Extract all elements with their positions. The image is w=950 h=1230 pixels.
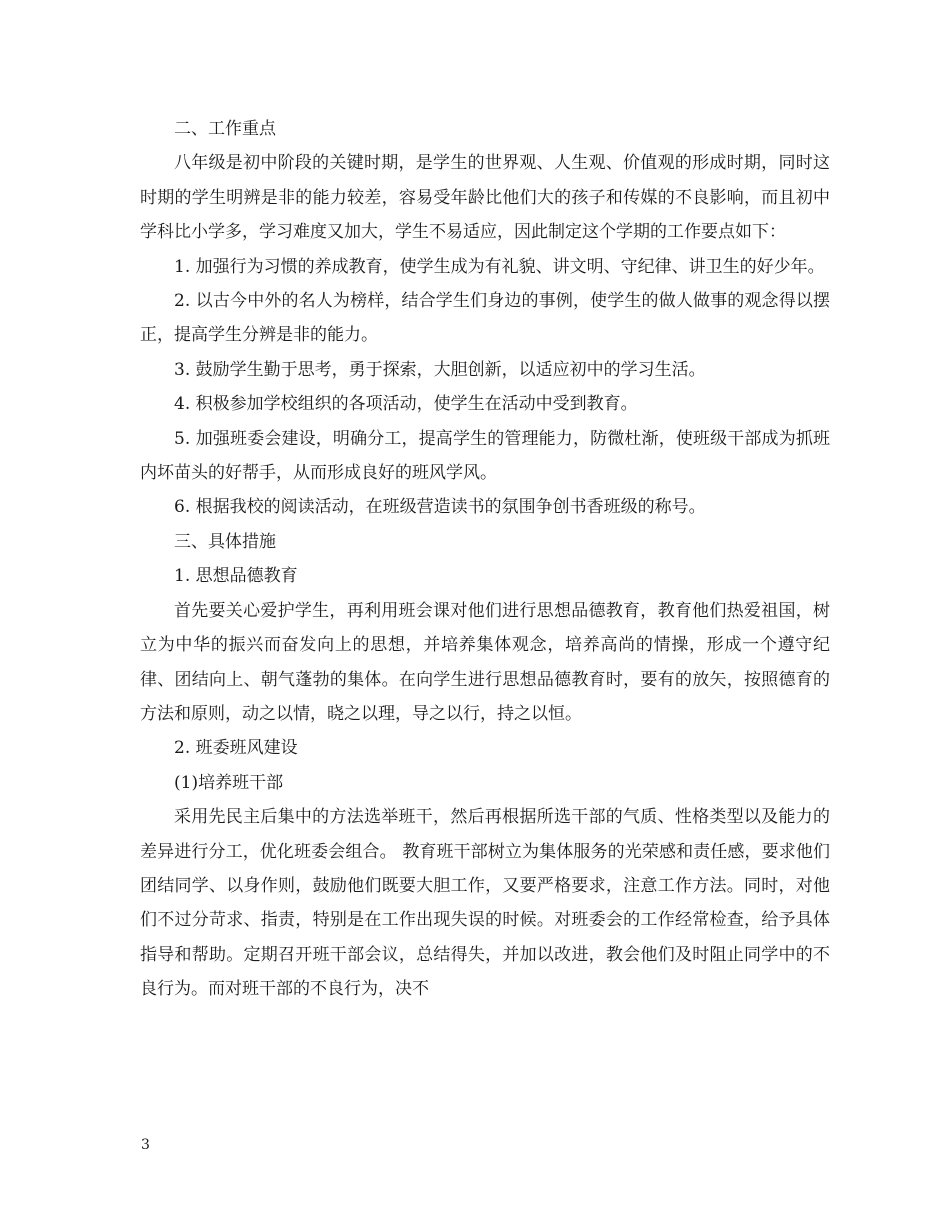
paragraph-moral-education: 首先要关心爱护学生，再利用班会课对他们进行思想品德教育，教育他们热爱祖国，树立为中华的振兴而奋发向上的思想，并培养集体观念，培养高尚的情操，形成一个遵守纪律、团结向上、朝气蓬勃的集体。在向学生进行思想品德教育时，要有的放矢，按照德育的方法和原则，动之以情，晓之以理，导之以行，持之以恒。 xyxy=(140,600,830,724)
subheading-class-committee: 2. 班委班风建设 xyxy=(174,738,298,759)
list-item-3: 3. 鼓励学生勤于思考，勇于探索，大胆创新，以适应初中的学习生活。 xyxy=(174,359,706,380)
subheading-moral-education: 1. 思想品德教育 xyxy=(174,566,298,587)
document-body xyxy=(140,112,830,1007)
section-heading-work-focus: 二、工作重点 xyxy=(174,119,276,139)
section-heading-measures: 三、具体措施 xyxy=(174,531,276,552)
list-item-4: 4. 积极参加学校组织的各项活动，使学生在活动中受到教育。 xyxy=(174,394,638,415)
list-item-5: 5. 加强班委会建设，明确分工，提高学生的管理能力，防微杜渐，使班级干部成为抓班内坏苗头的好帮手，从而形成良好的班风学风。 xyxy=(140,428,830,484)
subheading-train-cadres: (1)培养班干部 xyxy=(174,772,284,793)
list-item-1: 1. 加强行为习惯的养成教育，使学生成为有礼貌、讲文明、守纪律、讲卫生的好少年。 xyxy=(174,256,825,277)
paragraph-intro: 八年级是初中阶段的关键时期，是学生的世界观、人生观、价值观的形成时期，同时这时期的学生明辨是非的能力较差，容易受年龄比他们大的孩子和传媒的不良影响，而且初中学科比小学多，学习难度又加大，学生不易适应，因此制定这个学期的工作要点如下： xyxy=(140,153,830,243)
list-item-2: 2. 以古今中外的名人为榜样，结合学生们身边的事例，使学生的做人做事的观念得以摆正，提高学生分辨是非的能力。 xyxy=(140,291,830,346)
paragraph-train-cadres: 采用先民主后集中的方法选举班干，然后再根据所选干部的气质、性格类型以及能力的差异进行分工，优化班委会组合。 教育班干部树立为集体服务的光荣感和责任感，要求他们团结同学、以身作则，鼓励他们既要大胆工作，又要严格要求，注意工作方法。同时，对他们不过分苛求、指责，特别是在工作出现失误的时候。对班委会的工作经常检查，给予具体指导和帮助。定期召开班干部会议，总结得失，并加以改进，教会他们及时阻止同学中的不良行为。而对班干部的不良行为，决不 xyxy=(140,807,830,1000)
list-item-6: 6. 根据我校的阅读活动，在班级营造读书的氛围争创书香班级的称号。 xyxy=(174,497,706,518)
page-number: 3 xyxy=(141,1137,150,1153)
